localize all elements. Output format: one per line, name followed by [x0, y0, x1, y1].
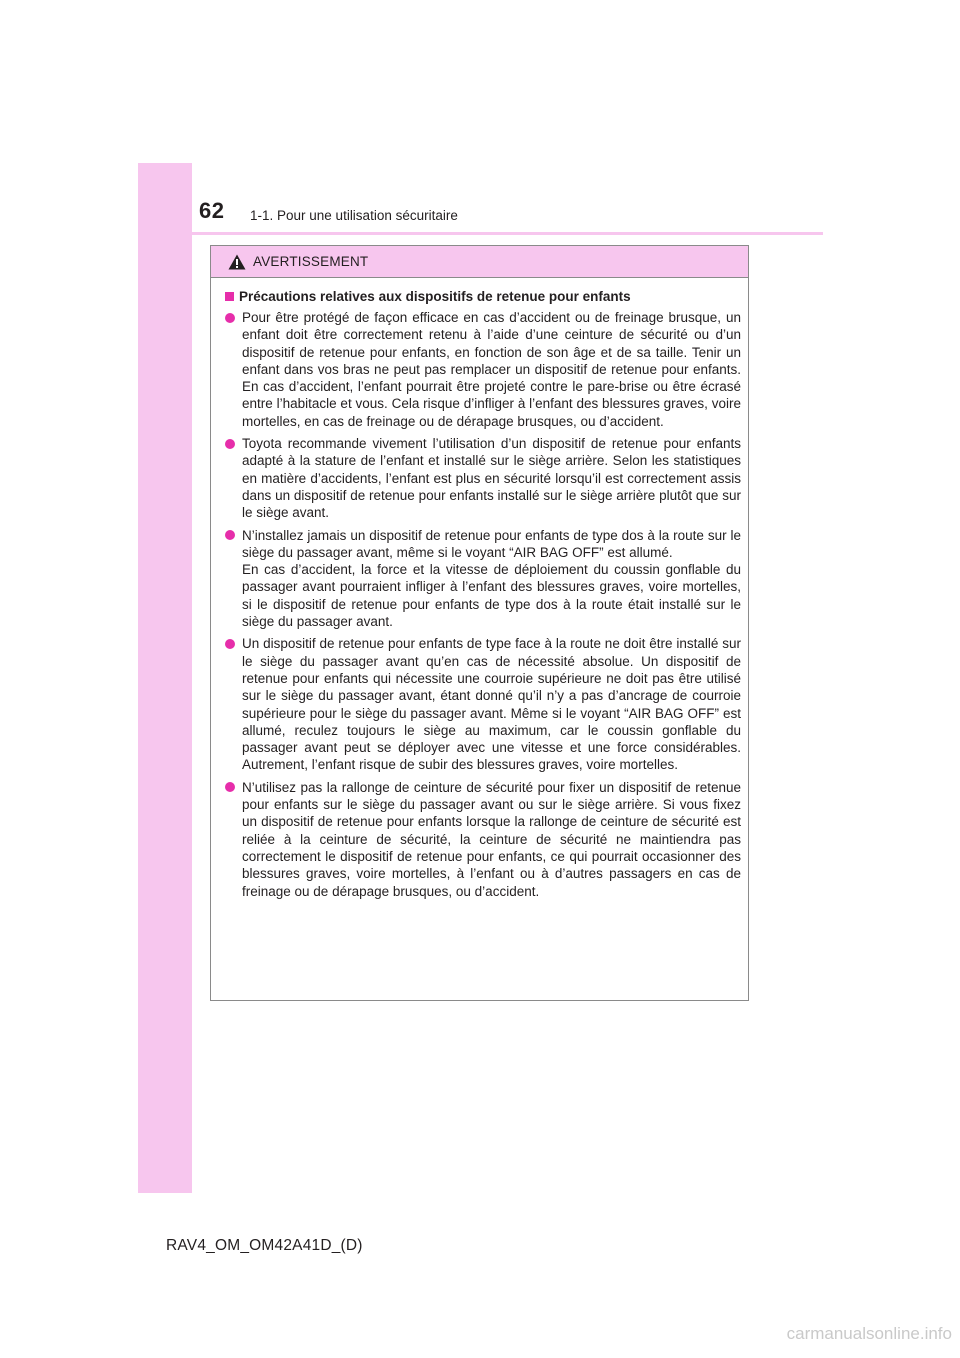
warning-triangle-icon [228, 254, 246, 270]
square-bullet-icon [225, 292, 234, 301]
warning-list-item [225, 527, 741, 631]
warning-item-paragraph: N’installez jamais un dispositif de retenue pour enfants de type dos à la route sur le siège du passager avant, même si le voyant “AIR BAG OFF” est allumé. [242, 527, 741, 560]
round-bullet-icon [225, 313, 235, 323]
warning-subheading-text: Précautions relatives aux dispositifs de retenue pour enfants [239, 289, 631, 304]
chapter-side-tab [138, 163, 192, 1193]
warning-list-item [225, 435, 741, 521]
page-number: 62 [199, 198, 225, 223]
round-bullet-icon [225, 782, 235, 792]
warning-box [210, 245, 749, 1001]
warning-subheading [225, 289, 741, 304]
warning-header [211, 246, 748, 278]
document-code: RAV4_OM_OM42A41D_(D) [166, 1237, 363, 1254]
header-divider [192, 232, 823, 235]
section-title: 1-1. Pour une utilisation sécuritaire [250, 208, 458, 223]
warning-list-item [225, 635, 741, 773]
warning-body [211, 278, 748, 900]
warning-item-paragraph: Un dispositif de retenue pour enfants de type face à la route ne doit être installé sur le siège du passager avant qu’en cas de nécessité absolue. Un dispositif de retenue pour enfants qui nécessite une courroie supérieure ne doit pas être utilisé sur le siège du passager avant, étant donné qu’il n’y a pas d’ancrage de courroie supérieure pour le siège du passager avant. Même si le voyant “AIR BAG OFF” est allumé, reculez toujours le siège au maximum, car le coussin gonflable du passager avant peut se déployer avec une vitesse et une force considérables. Autrement, l’enfant risque de subir des blessures graves, voire mortelles. [242, 636, 741, 773]
warning-item-paragraph: En cas d’accident, la force et la vitesse de déploiement du coussin gonflable du passager avant pourraient infliger à l’enfant des blessures graves, voire mortelles, si le dispositif de retenue pour enfants de type dos à la route était installé sur le siège du passager avant. [242, 562, 741, 630]
warning-item-list [225, 309, 741, 900]
warning-title: AVERTISSEMENT [253, 254, 369, 269]
warning-item-paragraph: Pour être protégé de façon efficace en cas d’accident ou de freinage brusque, un enfant doit être correctement retenu à l’aide d’une ceinture de sécurité ou d’un dispositif de retenue pour enfants, en fonction de son âge et de sa taille. Tenir un enfant dans vos bras ne peut pas remplacer un dispositif de retenue pour enfants. En cas d’accident, l’enfant pourrait être projeté contre le pare-brise ou être écrasé entre l’habitacle et vous. Cela risque d’infliger à l’enfant des blessures graves, voire mortelles, en cas de freinage ou de dérapage brusques, ou d’accident. [242, 310, 741, 429]
warning-item-paragraph: N’utilisez pas la rallonge de ceinture de sécurité pour fixer un dispositif de retenue pour enfants sur le siège du passager avant ou sur le siège arrière. Si vous fixez un dispositif de retenue pour enfants lorsque la rallonge de ceinture de sécurité est reliée à la ceinture de sécurité, la ceinture de sécurité ne maintiendra pas correctement le dispositif de retenue pour enfants, ce qui pourrait occasionner des blessures graves, voire mortelles, à l’enfant ou à d’autres passagers en cas de freinage ou de dérapage brusques, ou d’accident. [242, 779, 741, 899]
warning-item-paragraph: Toyota recommande vivement l’utilisation d’un dispositif de retenue pour enfants adapté à la stature de l’enfant et installé sur le siège arrière. Selon les statistiques en matière d’accidents, l’enfant est plus en sécurité lorsqu’il est correctement assis dans un dispositif de retenue pour enfants installé sur le siège arrière plutôt que sur le siège avant. [242, 436, 741, 521]
round-bullet-icon [225, 439, 235, 449]
warning-list-item [225, 309, 741, 430]
round-bullet-icon [225, 530, 235, 540]
watermark: carmanualsonline.info [786, 1324, 952, 1343]
round-bullet-icon [225, 639, 235, 649]
warning-list-item [225, 779, 741, 900]
